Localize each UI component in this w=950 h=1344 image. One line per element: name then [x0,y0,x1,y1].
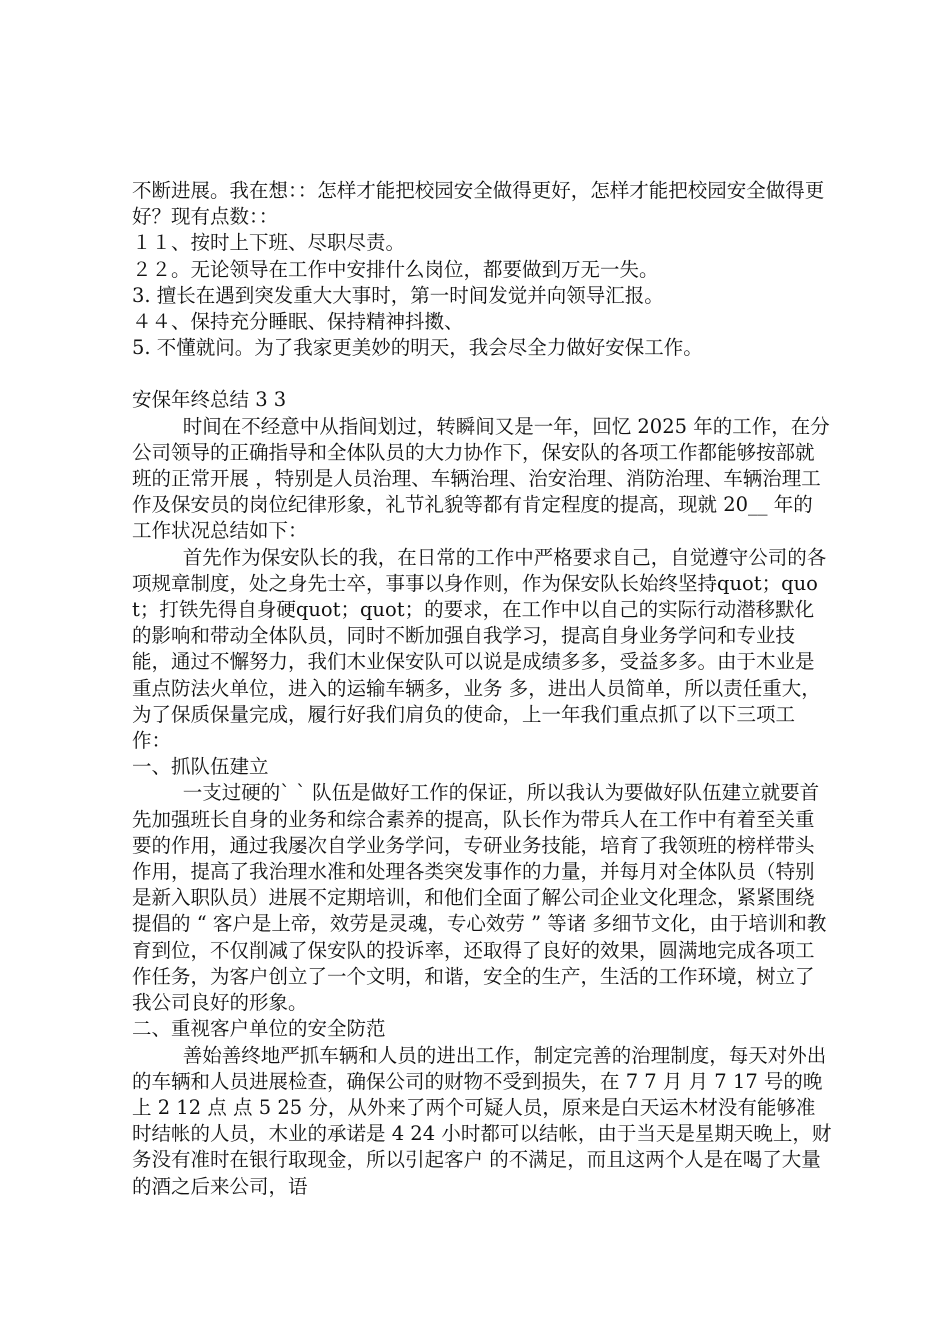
body-paragraph: 首先作为保安队长的我，在日常的工作中严格要求自己，自觉遵守公司的各项规章制度，处之身先士卒，事事以身作则，作为保安队长始终坚持quot；quot；打铁先得自身硬quot；quot；的要求，在工作中以自己的实际行动潜移默化的影响和带动全体队员，同时不断加强自我学习，提高自身业务学问和专业技能，通过不懈努力，我们木业保安队可以说是成绩多多，受益多多。由于木业是重点防法火单位，进入的运输车辆多，业务 多，进出人员简单，所以责任重大，为了保质保量完成，履行好我们肩负的使命，上一年我们重点抓了以下三项工作： [132,545,827,753]
list-item: １１、按时上下班、尽职尽责。 [132,231,406,255]
body-paragraph: 一支过硬的` ` 队伍是做好工作的保证，所以我认为要做好队伍建立就要首先加强班长自身的业务和综合素养的提高，队长作为带兵人在工作中有着至关重要的作用，通过我屡次自学业务学问，专研业务技能，培育了我领班的榜样带头作用，提高了我治理水准和处理各类突发事作的力量，并每月对全体队员（特别是新入职队员）进展不定期培训，和他们全面了解公司企业文化理念，紧紧围绕提倡的 “ 客户是上帝，效劳是灵魂，专心效劳 ” 等诸 多细节文化，由于培训和教育到位，不仅削减了保安队的投诉率，还取得了良好的效果，圆满地完成各项工作任务，为客户创立了一个文明，和谐，安全的生产，生活的工作环境，树立了我公司良好的形象。 [132,781,827,1015]
spacer [132,361,832,387]
subheading: 一、抓队伍建立 [132,755,269,779]
document-body [132,178,832,1200]
list-item: ２２。无论领导在工作中安排什么岗位，都要做到万无一失。 [132,257,659,281]
list-item: 5. 不懂就问。为了我家更美妙的明天，我会尽全力做好安保工作。 [132,336,703,360]
list-item: ４４、保持充分睡眠、保持精神抖擞、 [132,310,464,334]
list-item: 3. 擅长在遇到突发重大大事时，第一时间发觉并向领导汇报。 [132,283,664,307]
body-paragraph: 善始善终地严抓车辆和人员的进出工作，制定完善的治理制度，每天对外出的车辆和人员进展检查，确保公司的财物不受到损失，在 7 7 月 月 7 17 号的晚上 2 12 点 点 5 25 分，从外来了两个可疑人员，原来是白天运木材没有能够准时结帐的人员，木业的承诺是 4 24 小时都可以结帐，由于当天是星期天晚上，财务没有准时在银行取现金，所以引起客户 的不满足，而且这两个人是在喝了大量的酒之后来公司，语 [132,1043,832,1198]
body-paragraph: 时间在不经意中从指间划过，转瞬间又是一年，回忆 2025 年的工作，在分公司领导的正确指导和全体队员的大力协作下，保安队的各项工作都能够按部就班的正常开展 ，特别是人员治理、车辆治理、治安治理、消防治理、车辆治理工作及保安员的岗位纪律形象，礼节礼貌等都有肯定程度的提高，现就 20__ 年的工作状况总结如下： [132,414,830,543]
section-title: 安保年终总结 3 3 [132,388,287,412]
subheading: 二、重视客户单位的安全防范 [132,1017,386,1041]
intro-paragraph: 不断进展。我在想：：怎样才能把校园安全做得更好，怎样才能把校园安全做得更好？现有点数：： [132,179,825,229]
